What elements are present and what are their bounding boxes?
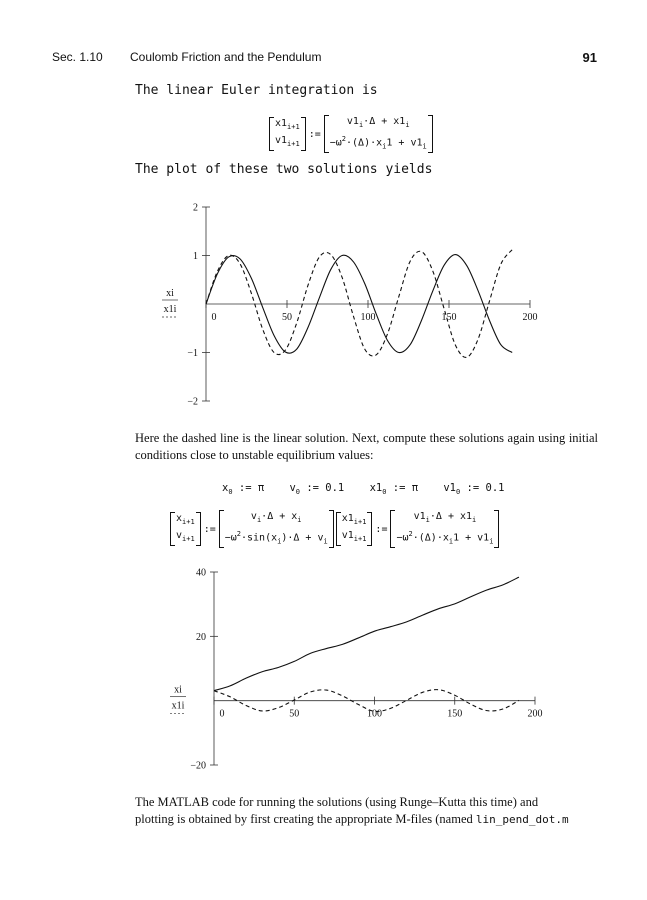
y-tick-label: 1 [193,251,198,262]
x-tick-label: 0 [211,312,217,323]
eq2-lhs2-row-2: $v1_{i+1}$ [341,530,367,544]
rhs-row-1: $v1_i\cdot\Delta + x1_i$ [346,116,410,129]
x-tick-label: 200 [522,312,538,323]
y-tick-label: 2 [193,202,198,214]
series-dashed-line [206,250,512,358]
y-tick-label: 40 [196,567,206,579]
eq2-rhs2-row-2: $-\omega^2\cdot(\Delta)\cdot x_i1 + v1_i$ [396,530,494,546]
init-v0: $v_0$ := 0.1 [289,482,345,497]
y-label-bottom: x1i [163,304,177,315]
init-v10: $v1_0$ := 0.1 [443,482,505,497]
eq2-rhs2-vector [390,510,499,548]
y-label-top: xi [166,288,174,299]
x-tick-label: 0 [219,708,225,720]
initial-conditions [222,482,504,496]
lhs-vector [269,117,306,151]
eq2-lhs-vector [170,512,201,546]
y-tick-label: 20 [196,631,206,643]
series-solid-line [214,577,519,691]
lhs-row-1: $x1_{i+1}$ [275,118,300,132]
init-x10: $x1_0$ := π [369,482,419,497]
eq2-assign-operator-2: := [375,523,388,535]
chart-2 [150,560,550,780]
eq2-rhs2-row-1: $v1_i\cdot\Delta + x1_i$ [413,511,477,524]
lhs-row-2: $v1_{i+1}$ [275,135,300,149]
paragraph-matlab-line-2-text: plotting is obtained by first creating the appropriate M-files (named [135,812,473,826]
eq2-rhs-row-1: $v_i\cdot\Delta + x_i$ [250,511,302,524]
rhs-vector [324,115,433,153]
init-x0: $x_0$ := π [222,482,265,497]
x-tick-label: 50 [289,708,300,720]
x-tick-label: 150 [441,312,457,323]
filename-code: lin_pend_dot.m [475,813,569,826]
y-label-bottom: x1i [171,700,185,712]
euler-intro-text: The linear Euler integration is [135,83,378,98]
y-tick-label: −2 [187,396,198,408]
x-tick-label: 100 [367,708,382,720]
eq2-lhs2-vector [336,512,373,546]
paragraph-matlab-line-2 [135,811,600,828]
eq2-rhs-vector [219,510,334,548]
linear-euler-equation [269,115,433,153]
paragraph-unstable-equilibrium: Here the dashed line is the linear solution. Next, compute these solutions again using initial conditions close to unstable equilibrium values: [135,431,598,462]
eq2-assign-operator: := [203,523,216,535]
y-tick-label: −20 [190,760,206,772]
section-number: Sec. 1.10 [52,50,103,64]
paragraph-matlab [135,794,600,828]
chart-2-plot [170,568,543,772]
y-tick-label: −1 [187,348,198,359]
rhs-row-2: $-\omega^2\cdot(\Delta)\cdot x_i1 + v1_i$ [329,135,427,151]
eq2-lhs-row-2: $v_{i+1}$ [176,530,195,544]
section-title: Coulomb Friction and the Pendulum [130,50,322,64]
eq2-lhs-row-1: $x_{i+1}$ [176,513,195,527]
assign-operator: := [308,128,321,140]
nonlinear-euler-equation [170,510,499,548]
chart-1 [150,195,550,410]
x-tick-label: 150 [447,708,463,720]
eq2-lhs2-row-1: $x1_{i+1}$ [341,513,367,527]
y-label-top: xi [174,684,182,696]
chart-1-plot [162,203,538,408]
paragraph-matlab-line-1: The MATLAB code for running the solutions (using Runge–Kutta this time) and [135,795,539,809]
x-tick-label: 50 [282,312,292,323]
plot-intro-text: The plot of these two solutions yields [135,162,433,177]
page-number: 91 [582,50,597,65]
x-tick-label: 100 [360,312,376,323]
x-tick-label: 200 [527,708,543,720]
page-header [52,50,597,68]
eq2-rhs-row-2: $-\omega^2\cdot\sin(x_i)\cdot\Delta + v_i$ [224,530,328,546]
